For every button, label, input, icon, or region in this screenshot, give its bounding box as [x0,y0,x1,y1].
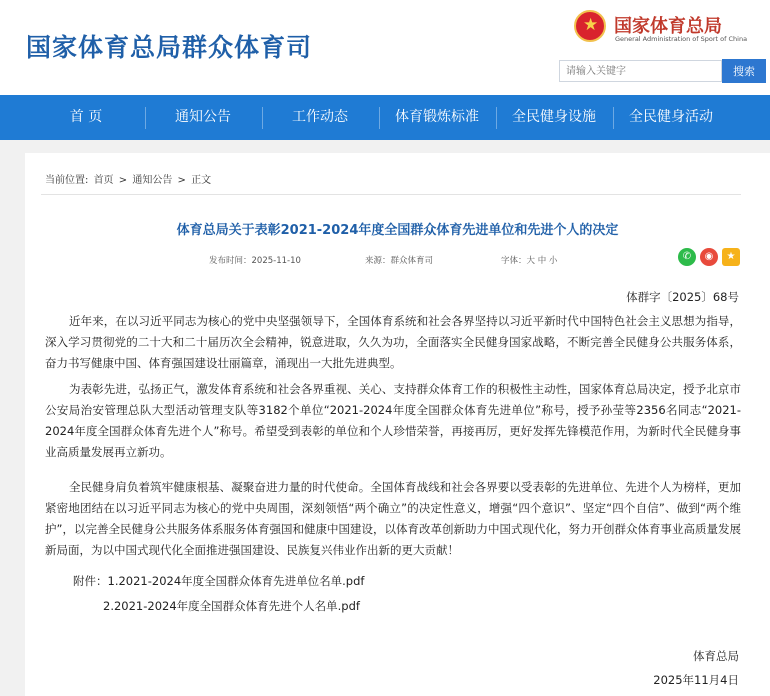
main-nav [0,95,770,140]
search-button[interactable]: 搜索 [722,59,766,83]
qzone-share-icon[interactable]: ★ [722,248,740,266]
nav-item-facilities[interactable]: 全民健身设施 [512,109,596,125]
article-paragraph: 为表彰先进，弘扬正气，激发体育系统和社会各界重视、关心、支持群众体育工作的积极性主动性，国家体育总局决定，授予北京市公安局治安管理总队大型活动管理支队等3182个单位“2021-2024年度全国群众体育先进单位”称号，授予孙莹等2356名同志“2021-2024年度全国群众体育先进个人”称号。希望受到表彰的单位和个人珍惜荣誉，再接再厉，更好发挥先锋模范作用，为新时代全民健身事业高质量发展再立新功。 [45,382,741,459]
search-input[interactable] [559,60,722,82]
site-title[interactable]: 国家体育总局群众体育司 [26,33,313,62]
nav-item-home[interactable]: 首 页 [69,109,103,125]
article-paragraph: 全民健身肩负着筑牢健康根基、凝聚奋进力量的时代使命。全国体育战线和社会各界要以受表彰的先进单位、先进个人为榜样，更加紧密地团结在以习近平同志为核心的党中央周围，深刻领悟“两个确立”的决定性意义，增强“四个意识”、坚定“四个自信”、做到“两个维护”，以完善全民健身公共服务体系服务体育强国和健康中国建设，以体育改革创新助力中国式现代化，努力开创群众体育事业高质量发展新局面，为以中国式现代化全面推进强国建设、民族复兴伟业作出新的更大贡献！ [45,480,741,557]
article-paragraph: 近年来，在以习近平同志为核心的党中央坚强领导下，全国体育系统和社会各界坚持以习近平新时代中国特色社会主义思想为指导，深入学习贯彻党的二十大和二十届历次全会精神，锐意进取，久久为功，全面落实全民健身国家战略，不断完善全民健身公共服务体系，奋力书写健康中国、体育强国建设壮丽篇章，涌现出一大批先进典型。 [45,314,741,370]
divider [41,194,741,195]
article-source: 来源：群众体育司 [365,256,434,266]
attachment-link-1[interactable]: 附件：1.2021-2024年度全国群众体育先进单位名单.pdf [73,574,365,588]
site-header [0,0,770,95]
wechat-share-icon[interactable]: ✆ [678,248,696,266]
nav-item-activities[interactable]: 全民健身活动 [629,109,713,125]
breadcrumb-current: 正文 [191,175,212,186]
breadcrumb-separator: > [177,175,186,186]
breadcrumb-separator: > [118,175,128,186]
publish-time: 发布时间：2025-11-10 [209,256,301,266]
font-size-switch[interactable]: 字体：大 中 小 [501,256,558,266]
nav-item-notices[interactable]: 通知公告 [175,109,231,125]
weibo-share-icon[interactable]: ◉ [700,248,718,266]
org-name: 国家体育总局 [614,16,722,37]
breadcrumb-home[interactable]: 首页 [93,175,114,186]
nav-item-fitness-standard[interactable]: 体育锻炼标准 [395,109,479,125]
article-title: 体育总局关于表彰2021-2024年度全国群众体育先进单位和先进个人的决定 [176,223,619,238]
signature-date: 2025年11月4日 [653,673,739,687]
org-logo[interactable] [574,10,770,50]
signature: 体育总局 [693,649,739,663]
breadcrumb [45,171,213,186]
emblem-icon [574,10,606,42]
document-number: 体群字〔2025〕68号 [626,290,739,304]
article-card [25,153,770,696]
nav-item-news[interactable]: 工作动态 [292,109,348,125]
attachment-link-2[interactable]: 2.2021-2024年度全国群众体育先进个人名单.pdf [103,599,360,613]
breadcrumb-notices[interactable]: 通知公告 [132,175,173,186]
org-name-en: General Administration of Sport of China [615,35,748,43]
breadcrumb-label: 当前位置: [45,175,89,186]
